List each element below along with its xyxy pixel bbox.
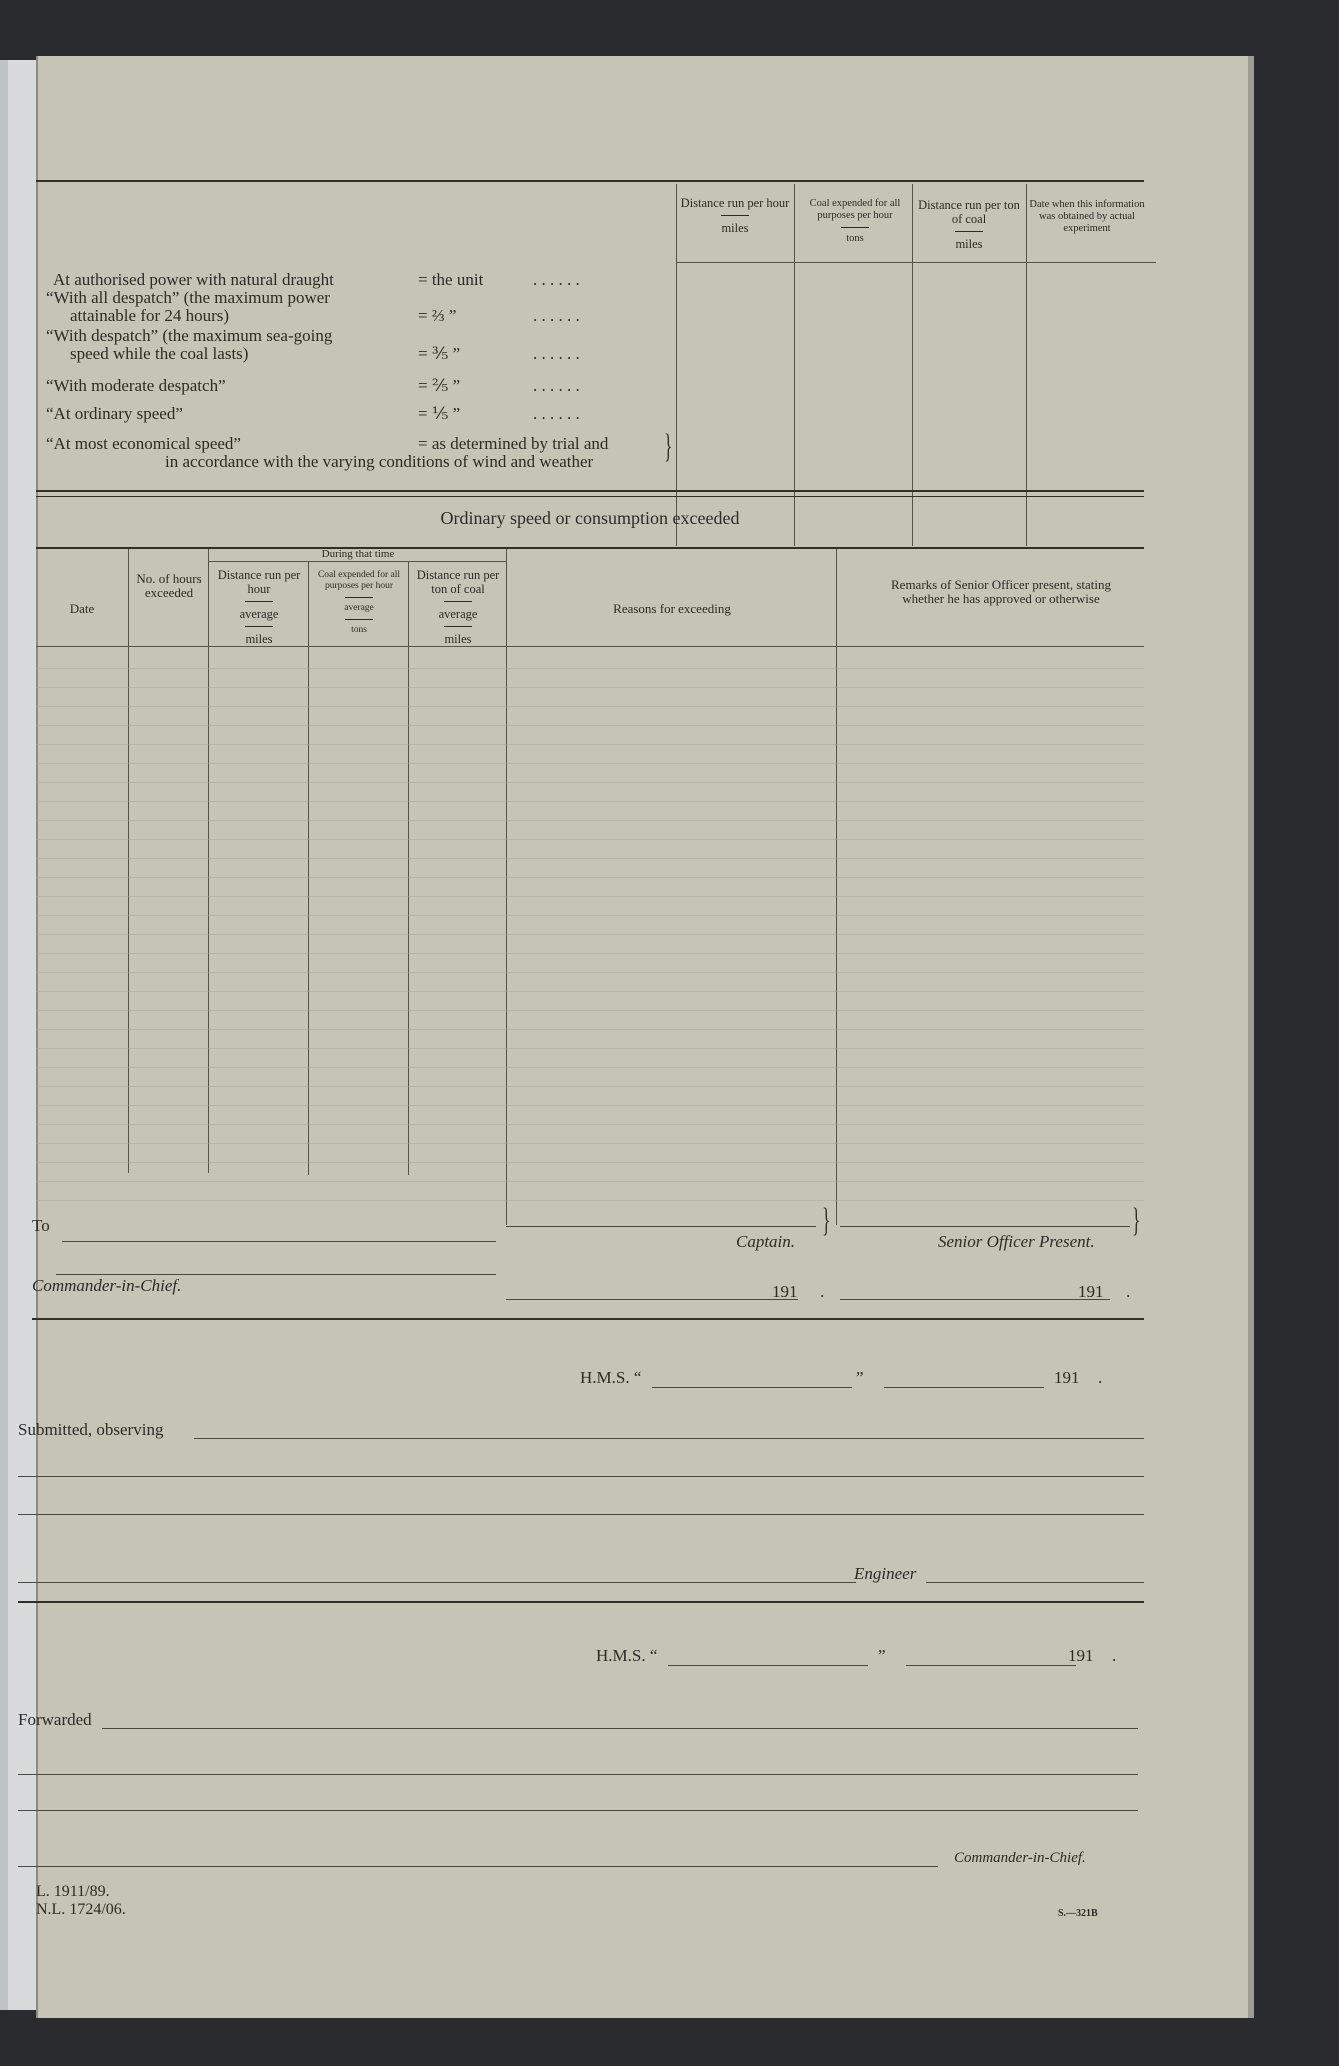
col-distance-per-hour	[210, 568, 308, 646]
writing-line	[36, 1181, 1144, 1182]
forwarded-label: Forwarded	[18, 1710, 92, 1729]
row-rhs: = the unit	[418, 270, 484, 289]
header-unit: miles	[955, 237, 983, 251]
commander-label: Commander-in-Chief.	[32, 1276, 182, 1295]
forwarded-hms: H.M.S. “	[596, 1646, 658, 1665]
form-number: S.—321B	[1058, 1908, 1098, 1919]
writing-line	[36, 1105, 1144, 1106]
row-rhs: = ⅕ ”	[418, 404, 461, 423]
col-unit: tons	[351, 625, 367, 635]
brace: }	[664, 428, 673, 465]
row-natural-draught: At authorised power with natural draught	[53, 270, 334, 289]
col-hours-exceeded: No. of hours exceeded	[136, 571, 202, 600]
senior-officer-label: Senior Officer Present.	[938, 1232, 1095, 1251]
writing-line	[36, 782, 1144, 783]
writing-line	[36, 953, 1144, 954]
leader-dots: . . . . . .	[533, 344, 580, 363]
brace: }	[1132, 1202, 1141, 1239]
close-quote: ”	[856, 1368, 864, 1387]
header-label: Distance run per hour	[680, 196, 790, 210]
forwarded-line-3[interactable]	[18, 1810, 1138, 1811]
top-table-bottom-rule	[36, 490, 1144, 492]
writing-line	[36, 1029, 1144, 1030]
row-economical-speed: “At most economical speed”	[46, 434, 241, 453]
writing-line	[36, 1143, 1144, 1144]
header-date-experiment	[1028, 199, 1146, 235]
col-remarks: Remarks of Senior Officer present, stating whether he has approved or otherwise	[891, 577, 1111, 606]
writing-line	[36, 1162, 1144, 1163]
observing-line[interactable]	[194, 1438, 1144, 1439]
col-unit: miles	[245, 632, 273, 646]
observing-line-3[interactable]	[18, 1514, 1144, 1515]
close-quote: ”	[878, 1646, 886, 1665]
header-unit: miles	[721, 221, 749, 235]
header-unit: tons	[846, 233, 864, 244]
writing-line	[36, 668, 1144, 669]
col-label: Coal expended for all purposes per hour	[317, 570, 401, 591]
header-coal-per-hour	[798, 198, 912, 245]
submitted-hms: H.M.S. “	[580, 1368, 642, 1387]
forwarded-line-2[interactable]	[18, 1774, 1138, 1775]
writing-line	[36, 972, 1144, 973]
row-rhs: = ⅔ ”	[418, 306, 457, 325]
engineer-signature-line[interactable]	[18, 1582, 856, 1583]
observing-line-2[interactable]	[18, 1476, 1144, 1477]
date-line[interactable]	[906, 1665, 1076, 1666]
col-reasons: Reasons for exceeding	[613, 601, 731, 616]
col-label: Distance run per hour	[217, 568, 301, 596]
writing-line	[36, 763, 1144, 764]
ship-name-line[interactable]	[668, 1665, 868, 1666]
senior-signature-line[interactable]	[840, 1226, 1130, 1227]
year-dot: .	[1112, 1646, 1117, 1665]
section-rule	[32, 1318, 1144, 1320]
ship-name-line[interactable]	[652, 1387, 852, 1388]
writing-line	[36, 706, 1144, 707]
writing-line	[36, 877, 1144, 878]
writing-line	[36, 1086, 1144, 1087]
submitted-year: 191	[1054, 1368, 1080, 1387]
col-label: Distance run per ton of coal	[416, 568, 500, 596]
row-ordinary-speed: “At ordinary speed”	[46, 404, 183, 423]
writing-line	[36, 725, 1144, 726]
writing-line	[36, 934, 1144, 935]
writing-line	[36, 1200, 1144, 1201]
col-date: Date	[69, 601, 95, 616]
section-rule	[18, 1601, 1144, 1603]
reference-1: L. 1911/89.	[36, 1883, 110, 1900]
header-distance-per-hour	[678, 196, 792, 235]
date-line[interactable]	[884, 1387, 1044, 1388]
header-distance-per-ton	[912, 198, 1026, 251]
writing-line	[36, 915, 1144, 916]
to-address-line[interactable]	[62, 1241, 496, 1242]
col-sub: average	[239, 607, 279, 621]
writing-line	[36, 896, 1144, 897]
captain-signature-line[interactable]	[506, 1226, 816, 1227]
writing-line	[36, 744, 1144, 745]
to-address-line-2[interactable]	[56, 1274, 496, 1275]
page-edge	[1248, 56, 1254, 2018]
captain-label: Captain.	[736, 1232, 796, 1251]
reference-2: N.L. 1724/06.	[36, 1901, 126, 1918]
engineer-label: Engineer	[854, 1564, 917, 1583]
writing-line	[36, 839, 1144, 840]
forwarded-year: 191	[1068, 1646, 1094, 1665]
senior-year: 191	[1078, 1282, 1104, 1301]
col-unit: miles	[444, 632, 472, 646]
row-despatch-cont: speed while the coal lasts)	[70, 344, 249, 363]
writing-line	[36, 1067, 1144, 1068]
top-rule	[36, 180, 1144, 182]
commander-signature-line[interactable]	[18, 1866, 938, 1867]
year-dot: .	[820, 1282, 825, 1301]
col-sub: average	[438, 607, 478, 621]
row-all-despatch-cont: attainable for 24 hours)	[70, 306, 230, 325]
col-distance-per-ton	[410, 568, 506, 646]
writing-line	[36, 687, 1144, 688]
writing-line	[36, 820, 1144, 821]
leader-dots: . . . . . .	[533, 306, 580, 325]
row-moderate-despatch: “With moderate despatch”	[46, 376, 226, 395]
submitted-observing-label: Submitted, observing	[18, 1420, 164, 1439]
writing-line	[36, 991, 1144, 992]
header-label: Distance run per ton of coal	[918, 198, 1020, 226]
forwarded-line[interactable]	[102, 1728, 1138, 1729]
row-all-despatch: “With all despatch” (the maximum power	[46, 288, 330, 307]
col-during-that-time: During that time	[321, 548, 395, 560]
row-economical-rhs: = as determined by trial and	[418, 434, 609, 453]
section-title: Ordinary speed or consumption exceeded	[440, 508, 740, 528]
senior-date-line[interactable]	[840, 1299, 1110, 1300]
col-sub: average	[344, 603, 374, 613]
row-rhs: = ⅖ ”	[418, 376, 461, 395]
captain-year: 191	[772, 1282, 798, 1301]
captain-date-line[interactable]	[506, 1299, 798, 1300]
row-despatch: “With despatch” (the maximum sea-going	[46, 326, 333, 345]
form-page	[18, 56, 1250, 2018]
lower-table-top-rule	[36, 547, 1144, 549]
brace: }	[822, 1202, 831, 1239]
leader-dots: . . . . . .	[533, 404, 580, 423]
forwarded-commander-label: Commander-in-Chief.	[954, 1850, 1086, 1866]
year-dot: .	[1098, 1368, 1103, 1387]
header-label: Coal expended for all purposes per hour	[809, 198, 901, 221]
col-coal-per-hour	[310, 570, 408, 636]
writing-line	[36, 1010, 1144, 1011]
year-dot: .	[1126, 1282, 1131, 1301]
leader-dots: . . . . . .	[533, 270, 580, 289]
row-rhs: = ⅗ ”	[418, 344, 461, 363]
writing-line	[36, 1048, 1144, 1049]
leader-dots: . . . . . .	[533, 376, 580, 395]
to-label: To	[32, 1216, 50, 1235]
header-label: Date when this information was obtained by actual experiment	[1029, 199, 1145, 234]
writing-line	[36, 858, 1144, 859]
binding-edge	[0, 60, 8, 2010]
writing-line	[36, 801, 1144, 802]
writing-line	[36, 1124, 1144, 1125]
row-economical-cont: in accordance with the varying conditions of wind and weather	[165, 452, 594, 471]
